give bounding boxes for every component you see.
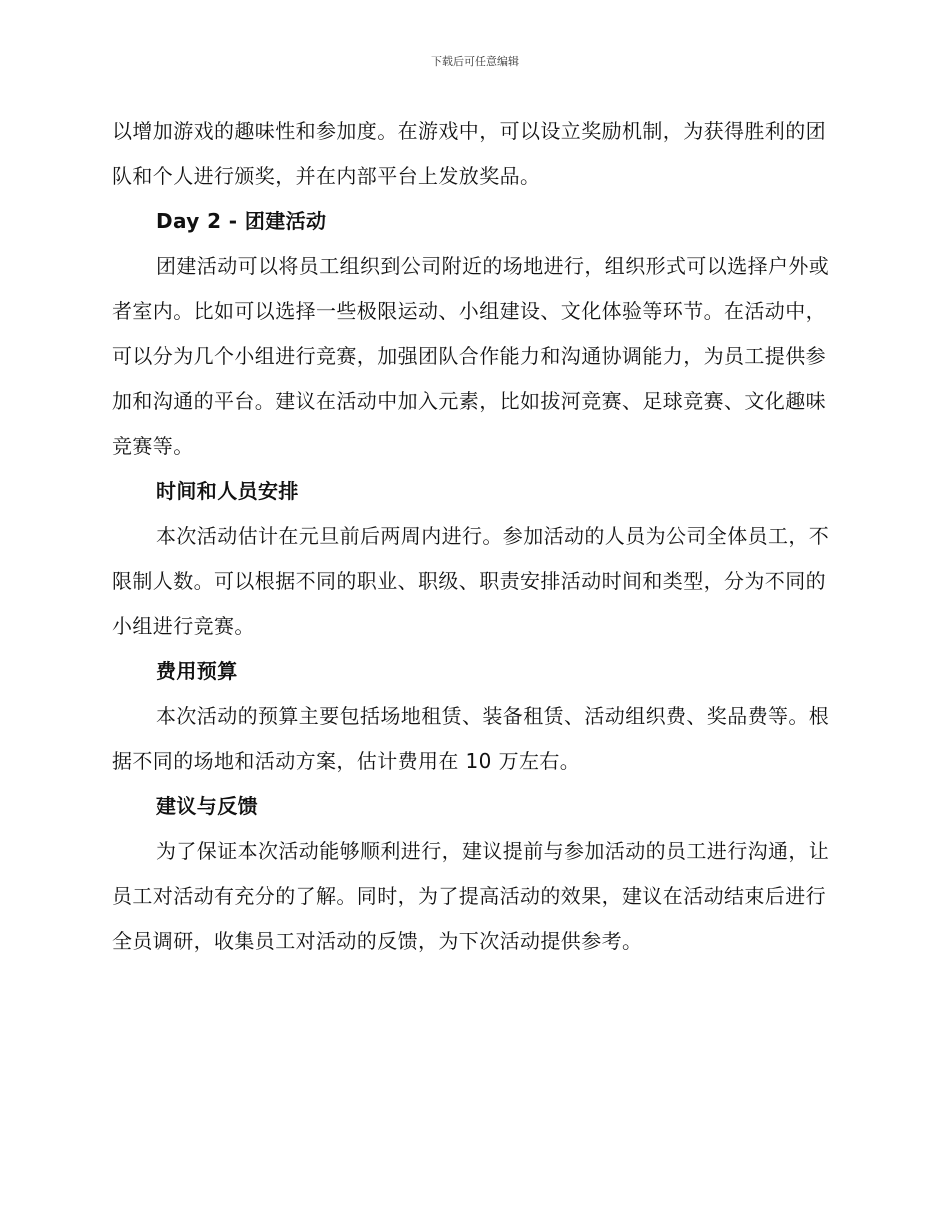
section-heading-feedback: 建议与反馈 xyxy=(156,794,258,818)
section-heading-schedule: 时间和人员安排 xyxy=(156,479,299,503)
page-header: 下载后可任意编辑 xyxy=(431,55,519,68)
section-heading-budget: 费用预算 xyxy=(156,659,238,683)
paragraph-intro: 以增加游戏的趣味性和参加度。在游戏中，可以设立奖励机制，为获得胜利的团队和个人进行颁奖，并在内部平台上发放奖品。 xyxy=(112,119,826,188)
paragraph-budget: 本次活动的预算主要包括场地租赁、装备租赁、活动组织费、奖品费等。根据不同的场地和活动方案，估计费用在 10 万左右。 xyxy=(112,704,830,773)
paragraph-feedback: 为了保证本次活动能够顺利进行，建议提前与参加活动的员工进行沟通，让员工对活动有充分的了解。同时，为了提高活动的效果，建议在活动结束后进行全员调研，收集员工对活动的反馈，为下次活动提供参考。 xyxy=(112,839,830,953)
paragraph-team-building: 团建活动可以将员工组织到公司附近的场地进行，组织形式可以选择户外或者室内。比如可以选择一些极限运动、小组建设、文化体验等环节。在活动中，可以分为几个小组进行竞赛，加强团队合作能力和沟通协调能力，为员工提供参加和沟通的平台。建议在活动中加入元素，比如拔河竞赛、足球竞赛、文化趣味竞赛等。 xyxy=(112,254,830,458)
paragraph-schedule: 本次活动估计在元旦前后两周内进行。参加活动的人员为公司全体员工，不限制人数。可以根据不同的职业、职级、职责安排活动时间和类型，分为不同的小组进行竞赛。 xyxy=(112,524,830,638)
document-body xyxy=(112,109,832,964)
section-heading-day2: Day 2 - 团建活动 xyxy=(156,209,327,233)
